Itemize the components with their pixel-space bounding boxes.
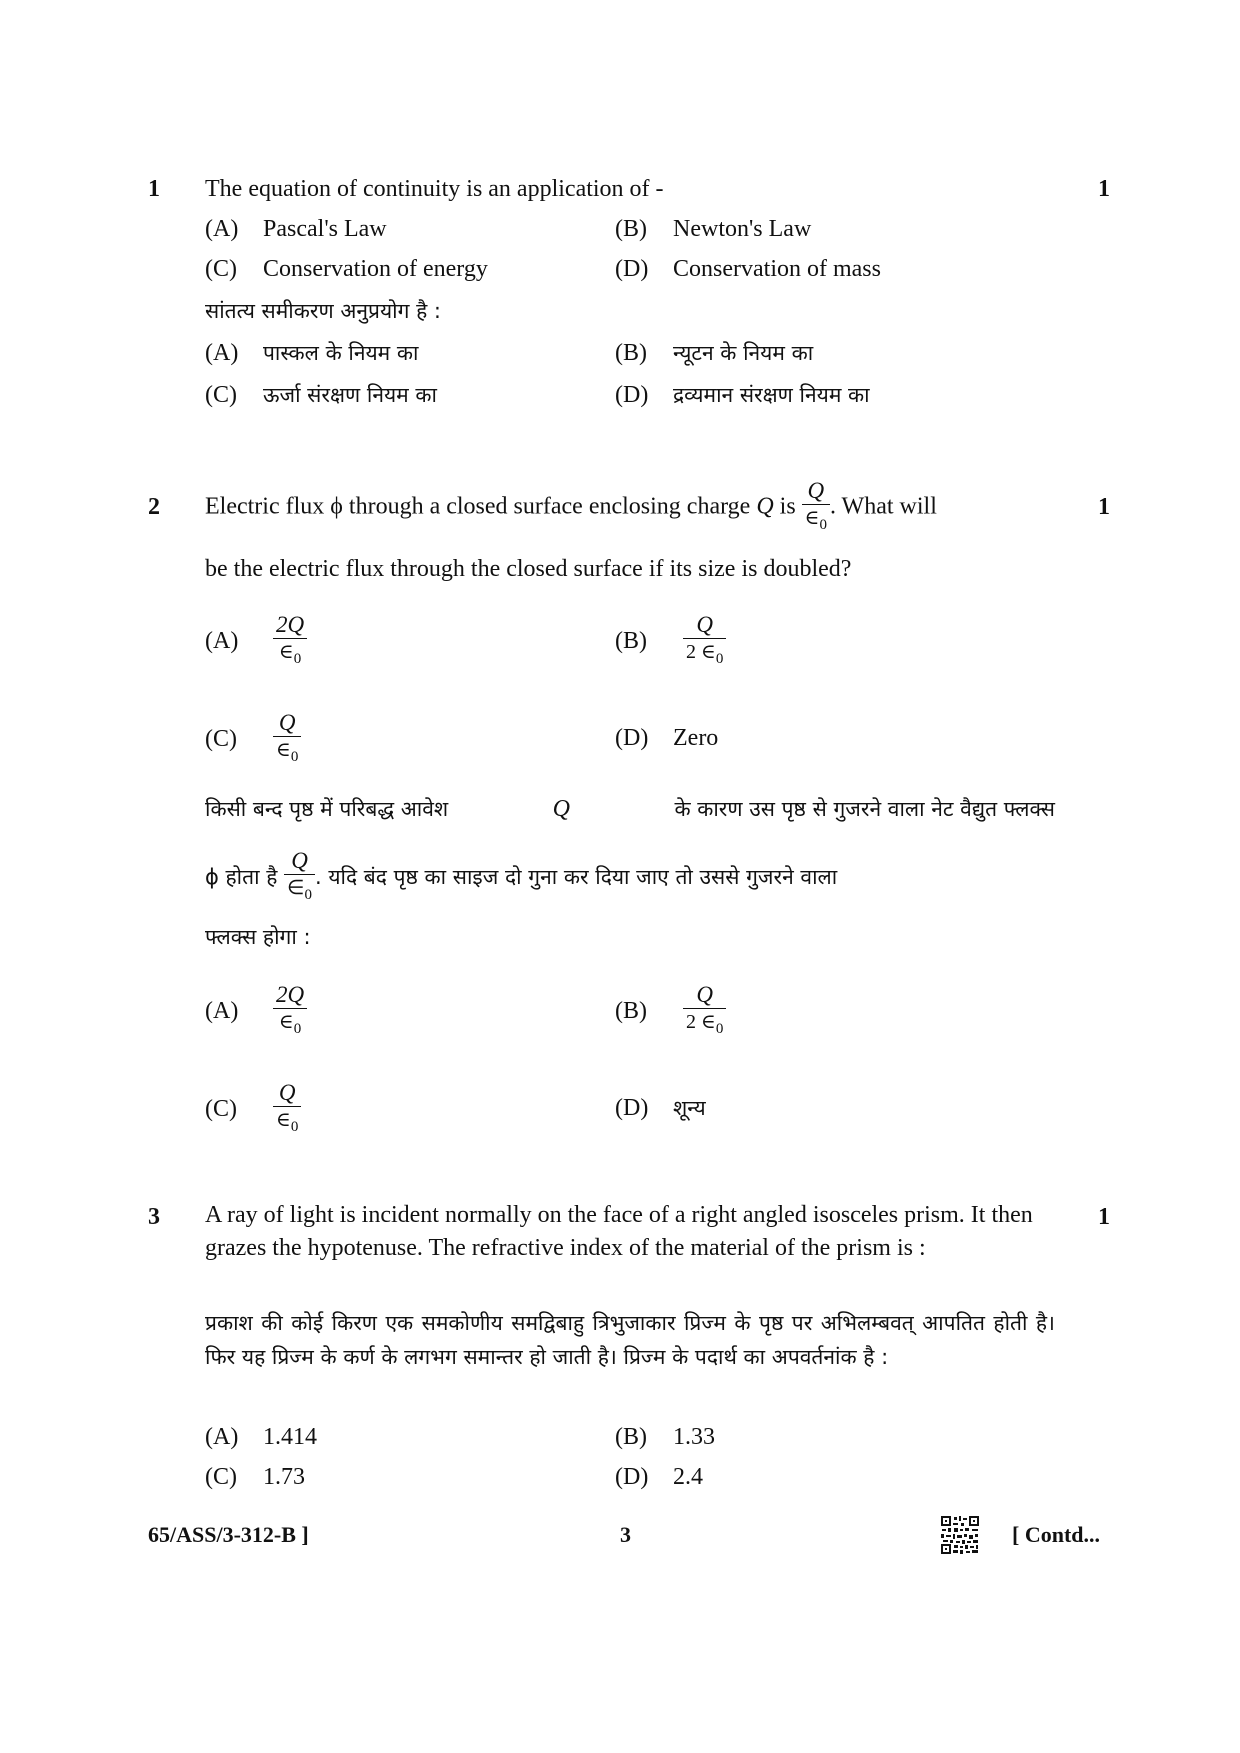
question-text-hi-line1: किसी बन्द पृष्ठ में परिबद्ध आवेश Q के कारण उस पृष्ठ से गुजरने वाला नेट वैद्युत फ्लक्स bbox=[205, 796, 1055, 822]
fraction-q-over-2e0: $\frac{Q}{2 \in_0}$ bbox=[683, 982, 726, 1042]
option-c: (C) 1.73 bbox=[205, 1464, 305, 1490]
option-a-hi: (A) $\frac{2Q}{\in_0}$ bbox=[205, 982, 307, 1042]
fraction-q-over-e0: $\frac{Q}{\in_0}$ bbox=[273, 1080, 301, 1140]
fraction-q-over-e0: $\frac{Q}{\in_0}$ bbox=[284, 848, 315, 908]
fraction-q-over-2e0: $\frac{Q}{2 \in_0}$ bbox=[683, 612, 726, 672]
option-b-hi: (B) न्यूटन के नियम का bbox=[615, 340, 814, 366]
option-d-en: (D) Zero bbox=[615, 725, 719, 751]
question-marks: 1 bbox=[1098, 494, 1110, 520]
option-a-en: (A) $\frac{2Q}{\in_0}$ bbox=[205, 612, 307, 672]
option-c-hi: (C) $\frac{Q}{\in_0}$ bbox=[205, 1080, 301, 1140]
option-d: (D) 2.4 bbox=[615, 1464, 703, 1490]
question-text-en: A ray of light is incident normally on the face of a right angled isosceles prism. It then grazes the hypotenuse. The refractive index of the material of the prism is : bbox=[205, 1202, 1033, 1261]
continued-label: [ Contd... bbox=[1012, 1522, 1101, 1547]
question-marks: 1 bbox=[1098, 176, 1110, 202]
option-a-hi: (A) पास्कल के नियम का bbox=[205, 340, 419, 366]
option-a-en: (A) Pascal's Law bbox=[205, 216, 387, 242]
option-b-en: (B) $\frac{Q}{2 \in_0}$ bbox=[615, 612, 726, 672]
question-text-en: The equation of continuity is an application of - bbox=[205, 176, 664, 202]
option-c-hi: (C) ऊर्जा संरक्षण नियम का bbox=[205, 382, 437, 408]
option-b-hi: (B) $\frac{Q}{2 \in_0}$ bbox=[615, 982, 726, 1042]
question-text-hi: प्रकाश की कोई किरण एक समकोणीय समद्विबाहु त्रिभुजाकार प्रिज्म के पृष्ठ पर अभिलम्बवत् आपतित होती है। फिर यह प्रिज्म के कर्ण के लगभग समान्तर हो जाती है। प्रिज्म के पदार्थ का अपवर्तनांक है : bbox=[205, 1311, 1055, 1369]
option-a: (A) 1.414 bbox=[205, 1424, 317, 1450]
question-text-en-line1: Electric flux ϕ through a closed surface enclosing charge Q is $\frac{Q}{\in_0}$ . What will bbox=[205, 478, 937, 538]
question-number: 1 bbox=[148, 176, 160, 202]
option-c-en: (C) Conservation of energy bbox=[205, 256, 488, 282]
page-number: 3 bbox=[620, 1522, 631, 1547]
option-d-hi: (D) द्रव्यमान संरक्षण नियम का bbox=[615, 382, 870, 408]
question-number: 3 bbox=[148, 1204, 160, 1230]
fraction-q-over-e0: $\frac{Q}{\in_0}$ bbox=[273, 710, 301, 770]
fraction-2q-over-e0: $\frac{2Q}{\in_0}$ bbox=[273, 982, 307, 1042]
question-number: 2 bbox=[148, 494, 160, 520]
question-text-hi: सांतत्य समीकरण अनुप्रयोग है : bbox=[205, 299, 441, 323]
question-text-en-line2: be the electric flux through the closed surface if its size is doubled? bbox=[205, 556, 852, 582]
qr-code-icon bbox=[940, 1515, 980, 1555]
option-b: (B) 1.33 bbox=[615, 1424, 715, 1450]
paper-code: 65/ASS/3-312-B ] bbox=[148, 1522, 309, 1547]
option-d-hi: (D) शून्य bbox=[615, 1095, 706, 1121]
option-c-en: (C) $\frac{Q}{\in_0}$ bbox=[205, 710, 301, 770]
question-marks: 1 bbox=[1098, 1204, 1110, 1230]
question-text-hi-line3: फ्लक्स होगा : bbox=[205, 925, 311, 949]
option-d-en: (D) Conservation of mass bbox=[615, 256, 881, 282]
fraction-2q-over-e0: $\frac{2Q}{\in_0}$ bbox=[273, 612, 307, 672]
fraction-q-over-e0: $\frac{Q}{\in_0}$ bbox=[802, 478, 830, 538]
question-text-hi-line2: ϕ होता है $\frac{Q}{\in_0}$ . यदि बंद पृष्ठ का साइज दो गुना कर दिया जाए तो उससे गुजरने वाला bbox=[205, 848, 1055, 908]
option-b-en: (B) Newton's Law bbox=[615, 216, 812, 242]
